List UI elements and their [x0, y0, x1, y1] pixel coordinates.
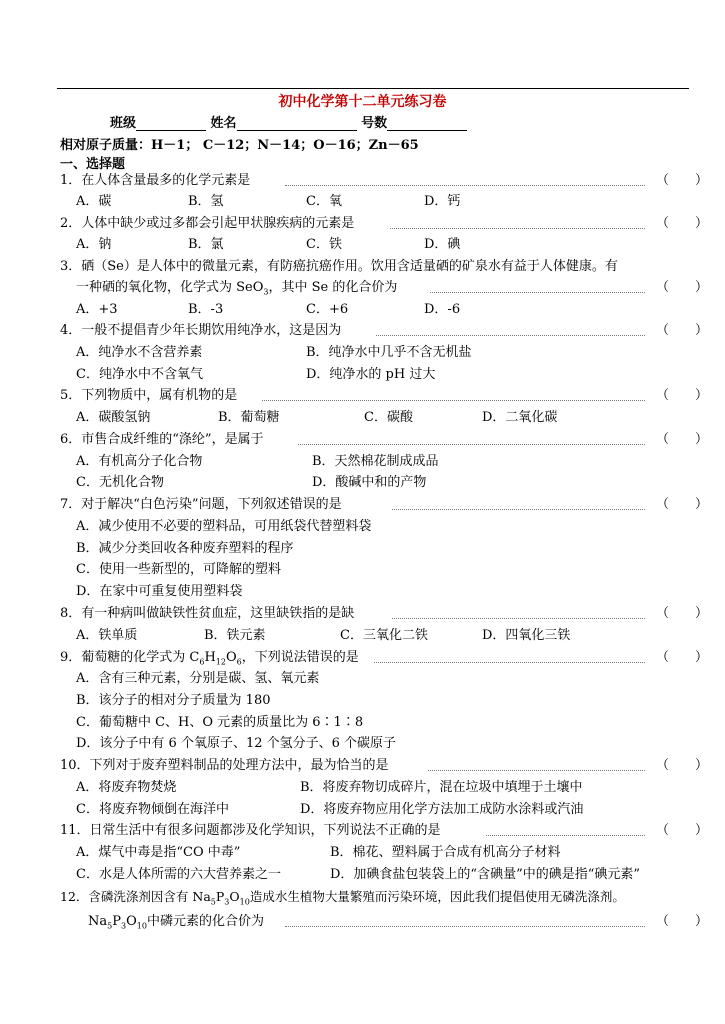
option-c[interactable]: C．纯净水中不含氧气 — [76, 367, 203, 382]
option-a[interactable]: A．钠 — [76, 237, 112, 252]
answer-paren[interactable]: （ ） — [656, 388, 709, 403]
question-text — [60, 887, 625, 913]
option-a[interactable]: A．含有三种元素，分别是碳、氢、氧元素 — [76, 671, 320, 686]
option-b[interactable]: B．纯净水中几乎不含无机盐 — [306, 345, 472, 360]
text-part: ，其中 Se 的化合价为 — [268, 280, 398, 295]
text-part: O — [229, 889, 240, 904]
option-c[interactable]: C．碳酸 — [364, 410, 413, 425]
atomic-mass-line: 相对原子质量：H－1； C－12；N－14；O－16；Zn－65 — [60, 138, 419, 153]
page-title: 初中化学第十二单元练习卷 — [278, 94, 447, 110]
text-part: 造成水生植物大量繁殖而污染环境，因此我们提倡使用无磷洗涤剂。 — [249, 889, 625, 904]
question-1 — [0, 171, 725, 191]
option-a[interactable]: A．碳酸氢钠 — [76, 410, 151, 425]
answer-leader — [298, 444, 645, 445]
option-row-9b — [0, 691, 725, 711]
subscript: 10 — [239, 897, 250, 907]
text-part: P — [112, 914, 121, 929]
option-row-7b — [0, 539, 725, 559]
question-7 — [0, 495, 725, 515]
option-row-9c — [0, 713, 725, 733]
name-label: 姓名 — [210, 116, 237, 131]
option-row-9a — [0, 669, 725, 689]
text-part: O — [126, 914, 137, 929]
options-4a — [0, 343, 725, 363]
options-8 — [0, 626, 725, 646]
question-text: 8．有一种病叫做缺铁性贫血症，这里缺铁指的是缺 — [60, 606, 355, 621]
subscript: 3 — [120, 921, 127, 931]
text-part: H — [204, 650, 216, 665]
question-text: 7．对于解决“白色污染”问题，下列叙述错误的是 — [60, 497, 342, 512]
answer-leader — [262, 400, 645, 401]
option-d[interactable]: D．-6 — [424, 302, 461, 317]
question-12 — [0, 887, 725, 907]
subscript: 6 — [199, 657, 205, 667]
answer-paren[interactable]: （ ） — [656, 216, 709, 231]
option-c[interactable]: C．无机化合物 — [76, 475, 164, 490]
option-d[interactable]: D．酸碱中和的产物 — [312, 475, 427, 490]
subscript: 12 — [215, 657, 226, 667]
option-b[interactable]: B．铁元素 — [204, 628, 266, 643]
option-c[interactable]: C．氧 — [306, 194, 342, 209]
question-3 — [0, 257, 725, 277]
section-heading: 一、选择题 — [60, 157, 126, 172]
option-c[interactable]: C．三氧化二铁 — [340, 628, 428, 643]
answer-leader — [392, 509, 645, 510]
subscript: 3 — [263, 287, 269, 297]
question-8 — [0, 604, 725, 624]
options-11a — [0, 843, 725, 863]
text-part: P — [215, 889, 225, 904]
question-9 — [0, 648, 725, 668]
question-text-cont — [76, 278, 397, 303]
number-blank[interactable] — [387, 116, 467, 131]
option-a[interactable]: A．铁单质 — [76, 628, 138, 643]
name-blank[interactable] — [237, 116, 357, 131]
option-d[interactable]: D．钙 — [424, 194, 461, 209]
question-text: 11．日常生活中有很多问题都涉及化学知识，下列说法不正确的是 — [60, 823, 441, 838]
option-d[interactable]: D．四氧化三铁 — [482, 628, 571, 643]
question-text: 2．人体中缺少或过多都会引起甲状腺疾病的元素是 — [60, 216, 355, 231]
answer-paren[interactable]: （ ） — [656, 914, 709, 929]
answer-paren[interactable]: （ ） — [656, 173, 709, 188]
option-row-7d — [0, 582, 725, 602]
option-d[interactable]: D．二氧化碳 — [482, 410, 558, 425]
question-5 — [0, 386, 725, 406]
text-part: ，下列说法错误的是 — [241, 650, 359, 665]
option-b[interactable]: B．该分子的相对分子质量为 180 — [76, 693, 271, 708]
answer-leader — [376, 335, 645, 336]
options-11b — [0, 865, 725, 885]
option-d[interactable]: D．加碘食盐包装袋上的“含碘量”中的碘是指“碘元素” — [330, 867, 641, 882]
option-b[interactable]: B．氯 — [188, 237, 224, 252]
option-d[interactable]: D．纯净水的 pH 过大 — [306, 367, 436, 382]
option-b[interactable]: B．减少分类回收各种废弃塑料的程序 — [76, 541, 294, 556]
option-c[interactable]: C．使用一些新型的，可降解的塑料 — [76, 562, 281, 577]
answer-paren[interactable]: （ ） — [656, 432, 709, 447]
answer-paren[interactable]: （ ） — [656, 280, 709, 295]
option-c[interactable]: C．将废弃物倾倒在海洋中 — [76, 802, 229, 817]
options-1 — [0, 192, 725, 212]
question-text: 4．一般不提倡青少年长期饮用纯净水，这是因为 — [60, 323, 342, 338]
student-info — [110, 112, 467, 131]
option-c[interactable]: C．+6 — [306, 302, 349, 317]
option-d[interactable]: D．该分子中有 6 个氧原子、12 个氢分子、6 个碳原子 — [76, 736, 397, 751]
answer-leader — [285, 185, 645, 186]
question-text: 3．硒（Se）是人体中的微量元素，有防癌抗癌作用。饮用含适量硒的矿泉水有益于人体健康。有 — [60, 259, 618, 274]
option-c[interactable]: C．铁 — [306, 237, 342, 252]
answer-leader — [374, 662, 645, 663]
options-6b — [0, 473, 725, 493]
text-part: 12．含磷洗涤剂因含有 Na — [60, 889, 211, 904]
class-blank[interactable] — [136, 116, 206, 131]
option-a[interactable]: A．有机高分子化合物 — [76, 454, 203, 469]
subscript: 3 — [224, 897, 230, 907]
answer-paren[interactable]: （ ） — [656, 606, 709, 621]
number-label: 号数 — [361, 116, 388, 131]
class-label: 班级 — [110, 116, 137, 131]
question-3-line2 — [0, 278, 725, 298]
options-5 — [0, 408, 725, 428]
question-text-cont — [88, 912, 264, 937]
answer-paren[interactable]: （ ） — [656, 323, 709, 338]
answer-paren[interactable]: （ ） — [656, 758, 709, 773]
option-d[interactable]: D．碘 — [424, 237, 461, 252]
question-text: 1．在人体含量最多的化学元素是 — [60, 173, 251, 188]
option-a[interactable]: A．+3 — [76, 302, 118, 317]
answer-paren[interactable]: （ ） — [656, 650, 709, 665]
option-row-7c — [0, 560, 725, 580]
subscript: 5 — [107, 921, 113, 931]
answer-paren[interactable]: （ ） — [656, 823, 709, 838]
option-a[interactable]: A．将废弃物焚烧 — [76, 780, 177, 795]
answer-paren[interactable]: （ ） — [656, 497, 709, 512]
options-4b — [0, 365, 725, 385]
answer-leader — [486, 835, 645, 836]
answer-leader — [430, 292, 645, 293]
option-d[interactable]: D．将废弃物应用化学方法加工成防水涂料或汽油 — [300, 802, 584, 817]
question-text: 5．下列物质中，属有机物的是 — [60, 388, 238, 403]
option-b[interactable]: B．氢 — [188, 194, 224, 209]
question-10 — [0, 756, 725, 776]
option-b[interactable]: B．天然棉花制成成品 — [312, 454, 439, 469]
question-4 — [0, 321, 725, 341]
option-b[interactable]: B．棉花、塑料属于合成有机高分子材料 — [330, 845, 561, 860]
option-row-9d — [0, 734, 725, 754]
question-12-line2 — [0, 912, 725, 932]
option-c[interactable]: C．葡萄糖中 C、H、O 元素的质量比为 6∶1∶8 — [76, 715, 364, 730]
option-c[interactable]: C．水是人体所需的六大营养素之一 — [76, 867, 281, 882]
options-10b — [0, 800, 725, 820]
option-a[interactable]: A．碳 — [76, 194, 112, 209]
text-part: 9．葡萄糖的化学式为 C — [60, 650, 200, 665]
question-text: 10．下列对于废弃塑料制品的处理方法中，最为恰当的是 — [60, 758, 389, 773]
options-6a — [0, 452, 725, 472]
options-10a — [0, 778, 725, 798]
text-part: 中磷元素的化合价为 — [146, 914, 264, 929]
question-2 — [0, 214, 725, 234]
text-part: 一种硒的氧化物，化学式为 SeO — [76, 280, 264, 295]
subscript: 10 — [136, 921, 147, 931]
option-b[interactable]: B．-3 — [188, 302, 224, 317]
answer-leader — [428, 770, 645, 771]
text-part: Na — [88, 914, 108, 929]
question-text: 6．市售合成纤维的“涤纶”，是属于 — [60, 432, 264, 447]
subscript: 6 — [236, 657, 242, 667]
question-11 — [0, 821, 725, 841]
answer-leader — [285, 926, 645, 927]
top-rule — [57, 88, 689, 89]
option-b[interactable]: B．将废弃物切成碎片，混在垃圾中填埋于土壤中 — [300, 780, 583, 795]
options-3 — [0, 300, 725, 320]
subscript: 5 — [210, 897, 216, 907]
answer-leader — [392, 618, 645, 619]
options-2 — [0, 235, 725, 255]
option-a[interactable]: A．煤气中毒是指“CO 中毒” — [76, 845, 241, 860]
answer-leader — [390, 228, 645, 229]
option-a[interactable]: A．减少使用不必要的塑料品，可用纸袋代替塑料袋 — [76, 519, 372, 534]
option-b[interactable]: B．葡萄糖 — [218, 410, 280, 425]
text-part: O — [225, 650, 237, 665]
option-row-7a — [0, 517, 725, 537]
option-a[interactable]: A．纯净水不含营养素 — [76, 345, 203, 360]
question-6 — [0, 430, 725, 450]
option-d[interactable]: D．在家中可重复使用塑料袋 — [76, 584, 243, 599]
